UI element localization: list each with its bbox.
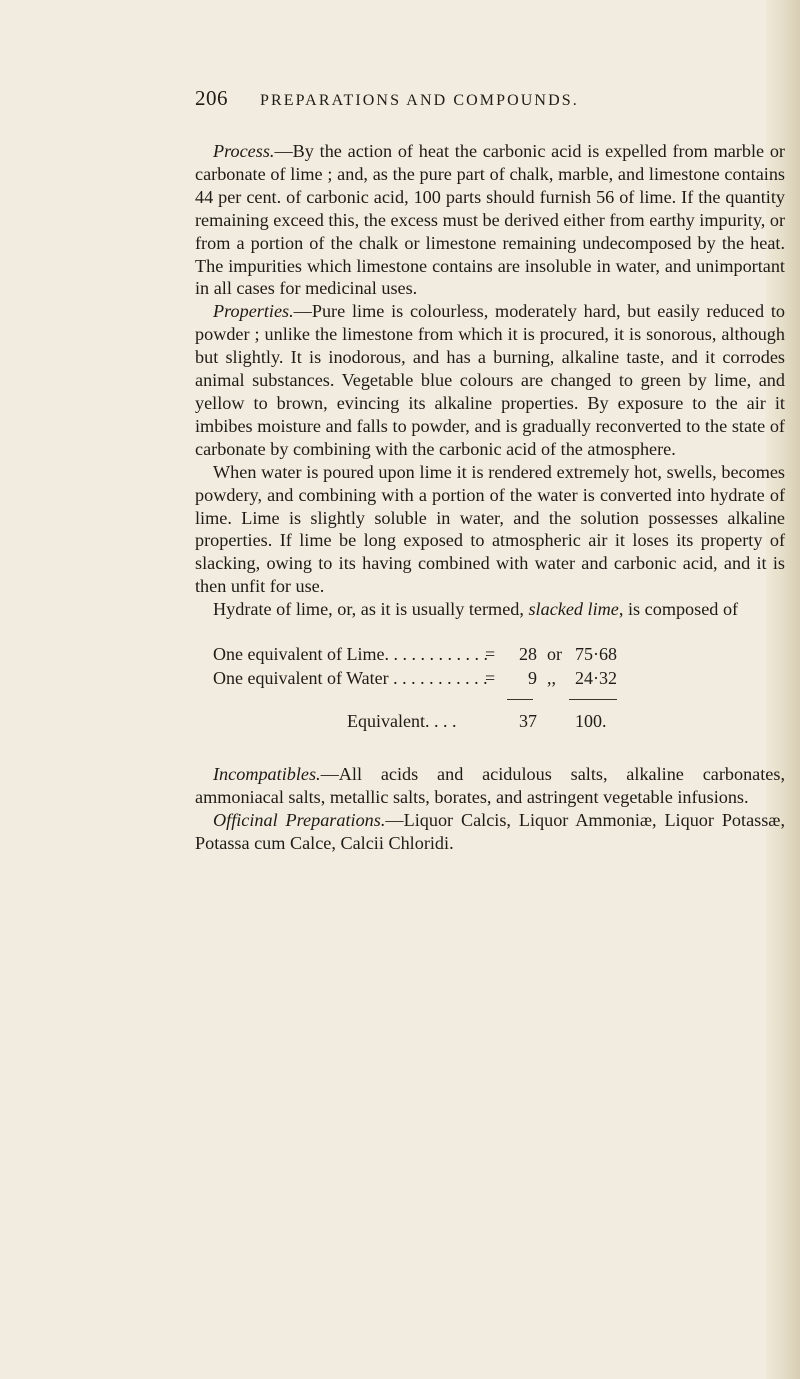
lead-officinal: Officinal Preparations. — [213, 809, 386, 830]
paragraph-officinal — [195, 809, 785, 855]
percent-value: 24·32 — [575, 668, 617, 689]
composition-table — [195, 643, 785, 755]
paragraph-process — [195, 140, 785, 300]
paragraph-officinal-text: —Liquor Calcis, Liquor Ammoniæ, Liquor Potassæ, Potassa cum Calce, Calcii Chloridi. — [195, 809, 785, 853]
total-label: Equivalent. . . . — [347, 711, 457, 732]
percent-value: 75·68 — [575, 644, 617, 665]
hydrate-text-after: , is composed of — [618, 599, 739, 620]
lead-incompatibles: Incompatibles. — [213, 764, 321, 785]
sum-rule — [569, 699, 617, 700]
total-equivalent: 37 — [519, 711, 537, 732]
lead-properties: Properties. — [213, 301, 294, 322]
paragraph-properties — [195, 300, 785, 460]
composition-label: One equivalent of Water . . . . . . . . . . . — [213, 668, 488, 689]
paragraph-properties-text: —Pure lime is colourless, moderately hard, but easily reduced to powder ; unlike the limestone from which it is procured, it is sonorous, although but slightly. It is inodorous, and has a burning, alkaline taste, and it corrodes animal substances. Vegetable blue colours are changed to green by lime, and yellow to brown, evincing its alkaline properties. By exposure to the air it imbibes moisture and falls to powder, and is gradually reconverted to the state of carbonate by combining with the carbonic acid of the atmosphere. — [195, 301, 785, 459]
paragraph-hydrate — [195, 598, 785, 621]
total-percent: 100. — [575, 711, 607, 732]
slacked-lime-emphasis: slacked lime — [528, 599, 619, 620]
paragraph-process-text: —By the action of heat the carbonic acid is expelled from marble or carbonate of lime ; and, as the pure part of chalk, marble, and limestone contains 44 per cent. of carbonic acid, 100 parts should furnish 56 of lime. If the quantity remaining exceed this, the excess must be derived either from earthy impurity, or from a portion of the chalk or limestone remaining undecomposed by the heat. The impurities which limestone contains are insoluble in water, and unimportant in all cases for medicinal uses. — [195, 141, 785, 299]
paragraph-incompatibles-text: —All acids and acidulous salts, alkaline carbonates, ammoniacal salts, metallic salts, borates, and astringent vegetable infusions. — [195, 764, 785, 807]
equals-sign: = — [485, 644, 496, 665]
body-text — [195, 140, 785, 855]
lead-process: Process. — [213, 141, 275, 161]
paragraph-water: When water is poured upon lime it is rendered extremely hot, swells, becomes powdery, and combining with a portion of the water is converted into hydrate of lime. Lime is slightly soluble in water, and the solution possesses alkaline properties. If lime be long exposed to atmospheric air it loses its property of slacking, owing to its having combined with water and carbonic acid, and it is then unfit for use. — [195, 461, 785, 597]
composition-label: One equivalent of Lime. . . . . . . . . . . . — [213, 644, 488, 665]
equivalent-value: 28 — [519, 644, 537, 665]
page-number: 206 — [195, 86, 228, 110]
equivalent-value: 9 — [528, 668, 537, 689]
connector: ,, — [547, 668, 556, 689]
equals-sign: = — [485, 668, 496, 689]
hydrate-text-before: Hydrate of lime, or, as it is usually termed, — [213, 599, 529, 620]
sum-rule — [507, 699, 533, 700]
running-head: PREPARATIONS AND COMPOUNDS. — [260, 92, 579, 109]
connector: or — [547, 644, 562, 665]
paragraph-incompatibles — [195, 763, 785, 809]
page-header — [195, 86, 715, 116]
